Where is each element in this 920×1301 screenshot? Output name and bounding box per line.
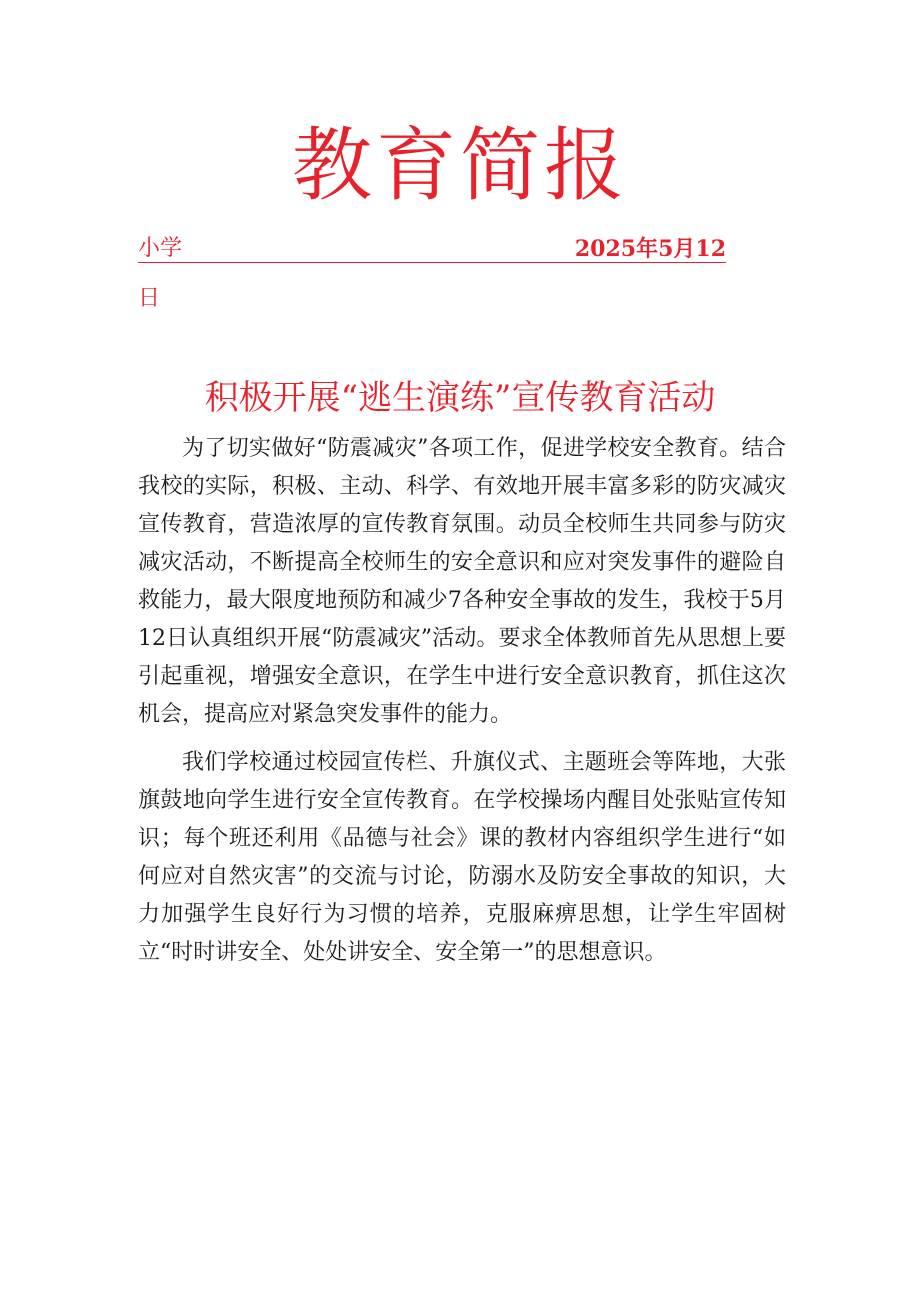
newsletter-title: 教育简报 xyxy=(292,119,628,212)
meta-line xyxy=(138,236,726,263)
issue-date-continuation: 日 xyxy=(138,286,161,311)
article-paragraph-2: 我们学校通过校园宣传栏、升旗仪式、主题班会等阵地，大张旗鼓地向学生进行安全宣传教育。在学校操场内醒目处张贴宣传知识；每个班还利用《品德与社会》课的教材内容组织学生进行“如何应对自然灾害”的交流与讨论，防溺水及防安全事故的知识，大力加强学生良好行为习惯的培养，克服麻痹思想，让学生牢固树立“时时讲安全、处处讲安全、安全第一”的思想意识。 xyxy=(138,750,786,965)
article-paragraph-1: 为了切实做好“防震减灾”各项工作，促进学校安全教育。结合我校的实际，积极、主动、科学、有效地开展丰富多彩的防灾减灾宣传教育，营造浓厚的宣传教育氛围。动员全校师生共同参与防灾减灾活动，不断提高全校师生的安全意识和应对突发事件的避险自救能力，最大限度地预防和减少7各种安全事故的发生，我校于5月12日认真组织开展“防震减灾”活动。要求全体教师首先从思想上要引起重视，增强安全意识，在学生中进行安全意识教育，抓住这次机会，提高应对紧急突发事件的能力。 xyxy=(138,436,786,727)
school-name: 小学 xyxy=(138,236,183,261)
issue-date: 2025年5月12 xyxy=(574,236,726,262)
article-headline: 积极开展“逃生演练”宣传教育活动 xyxy=(204,378,716,418)
article-body xyxy=(138,430,786,972)
